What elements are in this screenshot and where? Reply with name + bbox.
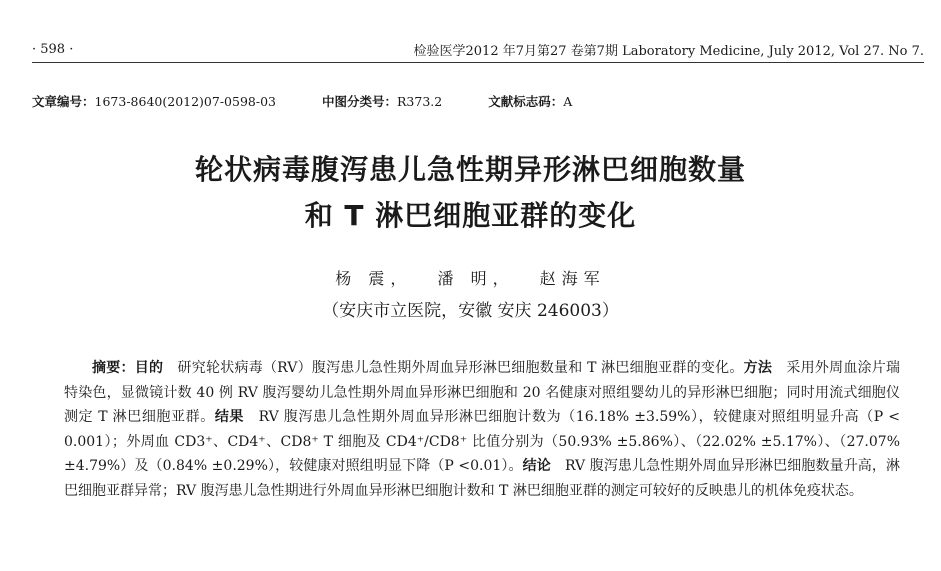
document-code [488, 92, 572, 110]
paper-title-line-2: 和 T 淋巴细胞亚群的变化 [304, 199, 637, 232]
page-number: · 598 · [32, 42, 74, 57]
methods-label: 方法 [743, 360, 773, 376]
results-text: RV 腹泻患儿急性期外周血异形淋巴细胞计数为（16.18% ±3.59%），较健康对照组明显升高（P < 0.001）；外周血 CD3⁺、CD4⁺、CD8⁺ T 细胞及 CD4⁺/CD8⁺ 比值分别为（50.93% ±5.86%）、（22.02% ±5.17%）、（27.07% ±4.79%）及（0.84% ±0.29%），较健康对照组明显下降（P <0.01）。 [64, 409, 901, 474]
article-number-label: 文章编号： [32, 94, 95, 109]
clc-value: R373.2 [397, 94, 443, 109]
document-code-value: A [563, 94, 573, 109]
objective-label: 目的 [134, 360, 164, 376]
clc-number [322, 92, 442, 110]
results-label: 结果 [214, 409, 245, 425]
author-list [0, 266, 941, 289]
paper-title-line-1: 轮状病毒腹泻患儿急性期异形淋巴细胞数量 [194, 153, 746, 186]
conclusion-text: RV 腹泻患儿急性期外周血异形淋巴细胞数量升高，淋巴细胞亚群异常；RV 腹泻患儿急性期进行外周血异形淋巴细胞计数和 T 淋巴细胞亚群的测定可较好的反映患儿的机体免疫状态。 [64, 458, 901, 499]
abstract [64, 356, 900, 503]
author: 杨 震， [335, 269, 413, 288]
author: 赵海军 [539, 269, 606, 288]
methods-text: 采用外周血涂片瑞特染色，显微镜计数 40 例 RV 腹泻婴幼儿急性期外周血异形淋巴细胞和 20 名健康对照组婴幼儿的异形淋巴细胞；同时用流式细胞仪测定 T 淋巴细胞亚群。 [64, 360, 901, 425]
article-number-value: 1673-8640(2012)07-0598-03 [94, 94, 276, 109]
article-number [32, 92, 276, 110]
affiliation: （安庆市立医院，安徽 安庆 246003） [322, 301, 619, 321]
conclusion-label: 结论 [522, 458, 551, 474]
author: 潘 明， [437, 269, 515, 288]
document-code-label: 文献标志码： [488, 94, 564, 109]
objective-text: 研究轮状病毒（RV）腹泻患儿急性期外周血异形淋巴细胞数量和 T 淋巴细胞亚群的变化。 [177, 360, 744, 376]
journal-citation: 检验医学2012 年7月第27 卷第7期 Laboratory Medicine, July 2012, Vol 27. No 7. [413, 44, 924, 59]
running-header [32, 40, 924, 63]
abstract-label: 摘要： [92, 360, 135, 376]
clc-label: 中图分类号： [321, 94, 397, 109]
article-metadata [32, 92, 614, 110]
